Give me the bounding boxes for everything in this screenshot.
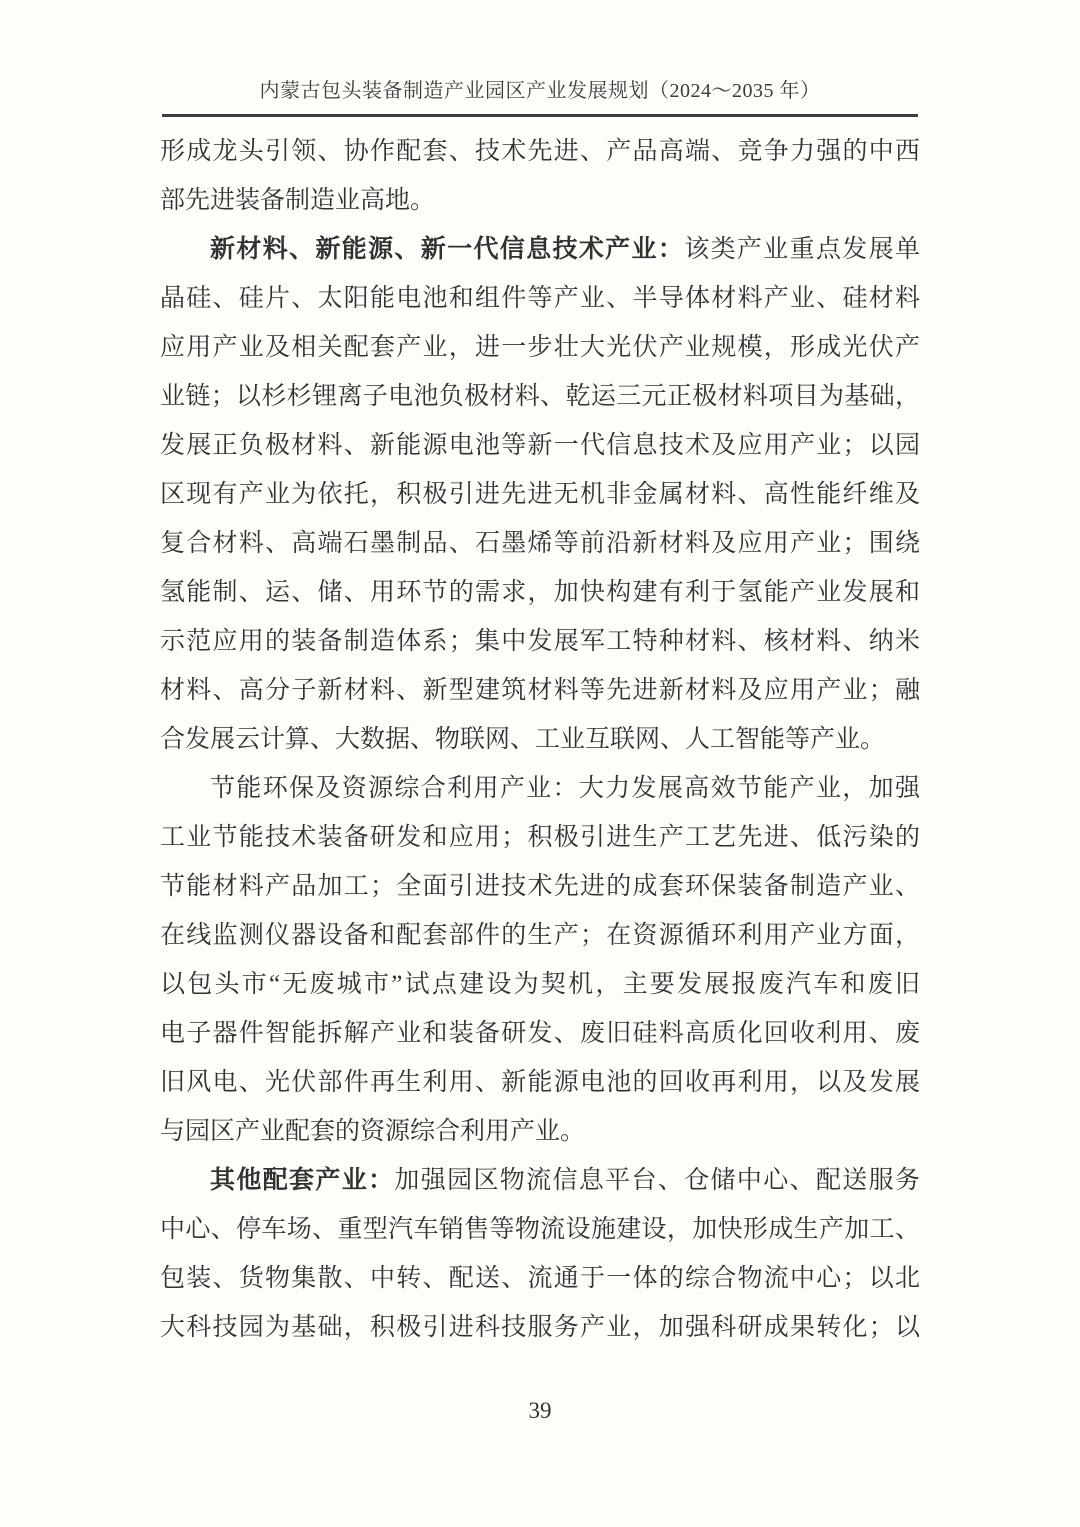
- text-line: 包装、货物集散、中转、配送、流通于一体的综合物流中心；以北: [160, 1265, 920, 1292]
- paragraph-lead-in: 新材料、新能源、新一代信息技术产业：: [210, 236, 685, 263]
- paragraph-lead-in: 其他配套产业：: [210, 1167, 395, 1194]
- text-line: 晶硅、硅片、太阳能电池和组件等产业、半导体材料产业、硅材料: [160, 285, 920, 312]
- text-line: 应用产业及相关配套产业，进一步壮大光伏产业规模，形成光伏产: [160, 334, 920, 361]
- text-line: 大科技园为基础，积极引进科技服务产业，加强科研成果转化；以: [160, 1314, 920, 1341]
- text-line: 节能材料产品加工；全面引进技术先进的成套环保装备制造产业、: [160, 873, 920, 900]
- running-header-title: 内蒙古包头装备制造产业园区产业发展规划（2024～2035 年）: [259, 80, 821, 102]
- text-line: 工业节能技术装备研发和应用；积极引进生产工艺先进、低污染的: [160, 824, 920, 851]
- text-line: 以包头市“无废城市”试点建设为契机，主要发展报废汽车和废旧: [160, 971, 920, 998]
- document-body: [160, 127, 920, 1352]
- text-line: 业链；以杉杉锂离子电池负极材料、乾运三元正极材料项目为基础，: [160, 383, 920, 410]
- text-line: 复合材料、高端石墨制品、石墨烯等前沿新材料及应用产业；围绕: [160, 530, 920, 557]
- page-number: 39: [528, 1398, 552, 1423]
- text-line: 其他配套产业：加强园区物流信息平台、仓储中心、配送服务: [210, 1167, 920, 1194]
- paragraph: [160, 225, 920, 764]
- header-rule: [162, 114, 918, 117]
- text-line: 与园区产业配套的资源综合利用产业。: [160, 1118, 586, 1145]
- text-line: 新材料、新能源、新一代信息技术产业：该类产业重点发展单: [210, 236, 920, 263]
- text-line: 节能环保及资源综合利用产业：大力发展高效节能产业，加强: [210, 775, 920, 802]
- paragraph: [160, 1156, 920, 1352]
- text-line: 中心、停车场、重型汽车销售等物流设施建设，加快形成生产加工、: [160, 1216, 920, 1243]
- text-line: 合发展云计算、大数据、物联网、工业互联网、人工智能等产业。: [160, 726, 886, 753]
- text-line: 在线监测仪器设备和配套部件的生产；在资源循环利用产业方面，: [160, 922, 920, 949]
- text-line: 材料、高分子新材料、新型建筑材料等先进新材料及应用产业；融: [160, 677, 920, 704]
- paragraph: [160, 764, 920, 1156]
- text-line: 电子器件智能拆解产业和装备研发、废旧硅料高质化回收利用、废: [160, 1020, 920, 1047]
- text-line: 区现有产业为依托，积极引进先进无机非金属材料、高性能纤维及: [160, 481, 920, 508]
- text-line: 形成龙头引领、协作配套、技术先进、产品高端、竞争力强的中西: [160, 138, 920, 165]
- paragraph: [160, 127, 920, 225]
- text-line: 氢能制、运、储、用环节的需求，加快构建有利于氢能产业发展和: [160, 579, 920, 606]
- text-line: 示范应用的装备制造体系；集中发展军工特种材料、核材料、纳米: [160, 628, 920, 655]
- text-line: 发展正负极材料、新能源电池等新一代信息技术及应用产业；以园: [160, 432, 920, 459]
- text-line: 部先进装备制造业高地。: [160, 187, 436, 214]
- text-line: 旧风电、光伏部件再生利用、新能源电池的回收再利用，以及发展: [160, 1069, 920, 1096]
